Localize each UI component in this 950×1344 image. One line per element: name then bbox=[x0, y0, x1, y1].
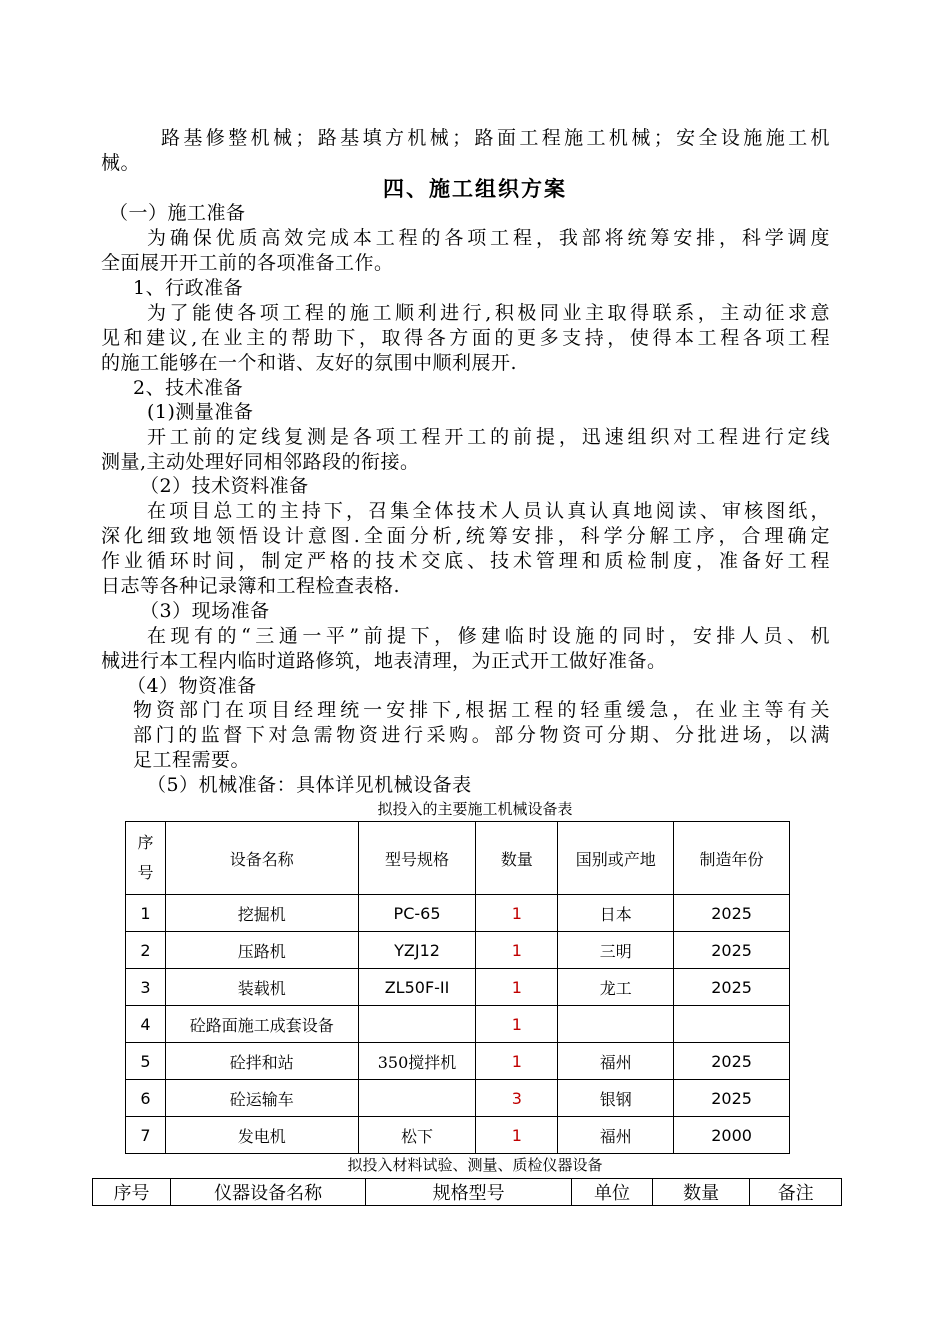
header-seq: 序号 bbox=[93, 1179, 171, 1206]
cell-year: 2025 bbox=[674, 1043, 790, 1080]
cell-name: 挖掘机 bbox=[165, 895, 358, 932]
cell-origin: 龙工 bbox=[558, 969, 674, 1006]
cell-seq: 3 bbox=[126, 969, 166, 1006]
tech-heading: 2、技术准备 bbox=[133, 377, 244, 399]
cell-seq: 5 bbox=[126, 1043, 166, 1080]
cell-year: 2000 bbox=[674, 1117, 790, 1154]
intro-line-2: 械。 bbox=[101, 152, 141, 174]
docs-heading: （2）技术资料准备 bbox=[140, 475, 309, 497]
header-name: 设备名称 bbox=[165, 822, 358, 895]
cell-year: 2025 bbox=[674, 969, 790, 1006]
material-paragraph-line: 部门的监督下对急需物资进行采购。部分物资可分期、分批进场，以满 bbox=[133, 724, 830, 746]
cell-name: 压路机 bbox=[165, 932, 358, 969]
cell-model bbox=[358, 1006, 476, 1043]
prep-heading: （一）施工准备 bbox=[109, 202, 246, 224]
prep-paragraph-line: 全面展开开工前的各项准备工作。 bbox=[101, 252, 394, 274]
cell-seq: 4 bbox=[126, 1006, 166, 1043]
cell-year: 2025 bbox=[674, 895, 790, 932]
table-row bbox=[126, 969, 790, 1006]
header-origin: 国别或产地 bbox=[558, 822, 674, 895]
section-title: 四、施工组织方案 bbox=[383, 176, 567, 201]
table-row bbox=[126, 1080, 790, 1117]
cell-name: 砼拌和站 bbox=[165, 1043, 358, 1080]
table-row bbox=[126, 1043, 790, 1080]
cell-qty: 1 bbox=[476, 1006, 558, 1043]
cell-origin: 福州 bbox=[558, 1043, 674, 1080]
cell-origin: 福州 bbox=[558, 1117, 674, 1154]
cell-seq: 7 bbox=[126, 1117, 166, 1154]
header-note: 备注 bbox=[750, 1179, 842, 1206]
cell-model bbox=[358, 1080, 476, 1117]
cell-origin: 三明 bbox=[558, 932, 674, 969]
docs-paragraph-line: 在项目总工的主持下，召集全体技术人员认真认真地阅读、审核图纸， bbox=[147, 500, 830, 522]
survey-heading: (1)测量准备 bbox=[147, 401, 254, 423]
header-qty: 数量 bbox=[652, 1179, 749, 1206]
machine-heading: （5）机械准备：具体详见机械设备表 bbox=[147, 774, 472, 796]
header-spec: 规格型号 bbox=[366, 1179, 572, 1206]
cell-model: 松下 bbox=[358, 1117, 476, 1154]
cell-name: 装载机 bbox=[165, 969, 358, 1006]
equipment-table bbox=[125, 821, 790, 1154]
header-qty: 数量 bbox=[476, 822, 558, 895]
cell-origin bbox=[558, 1006, 674, 1043]
cell-name: 砼运输车 bbox=[165, 1080, 358, 1117]
cell-year: 2025 bbox=[674, 1080, 790, 1117]
header-year: 制造年份 bbox=[674, 822, 790, 895]
header-seq bbox=[126, 822, 166, 895]
survey-paragraph-line: 测量,主动处理好同相邻路段的衔接。 bbox=[101, 451, 420, 473]
cell-qty: 3 bbox=[476, 1080, 558, 1117]
equipment-table-header-row bbox=[126, 822, 790, 895]
instrument-table-header-row bbox=[93, 1179, 842, 1206]
table-row bbox=[126, 1117, 790, 1154]
cell-model: PC-65 bbox=[358, 895, 476, 932]
material-paragraph-line: 足工程需要。 bbox=[133, 749, 251, 771]
cell-qty: 1 bbox=[476, 932, 558, 969]
cell-model: YZJ12 bbox=[358, 932, 476, 969]
cell-origin: 银钢 bbox=[558, 1080, 674, 1117]
cell-seq: 2 bbox=[126, 932, 166, 969]
cell-year: 2025 bbox=[674, 932, 790, 969]
header-model: 型号规格 bbox=[358, 822, 476, 895]
cell-qty: 1 bbox=[476, 895, 558, 932]
site-heading: （3）现场准备 bbox=[140, 600, 270, 622]
prep-paragraph-line: 为确保优质高效完成本工程的各项工程，我部将统筹安排，科学调度 bbox=[147, 227, 830, 249]
cell-qty: 1 bbox=[476, 1117, 558, 1154]
material-heading: （4）物资准备 bbox=[127, 675, 257, 697]
instrument-table bbox=[92, 1178, 842, 1206]
docs-paragraph-line: 深化细致地领悟设计意图.全面分析,统筹安排，科学分解工序，合理确定 bbox=[101, 525, 830, 547]
cell-origin: 日本 bbox=[558, 895, 674, 932]
site-paragraph-line: 在现有的“三通一平”前提下，修建临时设施的同时，安排人员、机 bbox=[147, 625, 830, 647]
cell-name: 砼路面施工成套设备 bbox=[165, 1006, 358, 1043]
equipment-table-caption: 拟投入的主要施工机械设备表 bbox=[377, 800, 573, 818]
cell-model: 350搅拌机 bbox=[358, 1043, 476, 1080]
cell-qty: 1 bbox=[476, 969, 558, 1006]
header-seq-top: 序 bbox=[137, 833, 154, 852]
admin-paragraph-line: 的施工能够在一个和谐、友好的氛围中顺利展开. bbox=[101, 352, 518, 374]
admin-heading: 1、行政准备 bbox=[133, 277, 244, 299]
cell-seq: 6 bbox=[126, 1080, 166, 1117]
cell-seq: 1 bbox=[126, 895, 166, 932]
admin-paragraph-line: 见和建议,在业主的帮助下，取得各方面的更多支持，使得本工程各项工程 bbox=[101, 327, 830, 349]
header-unit: 单位 bbox=[572, 1179, 653, 1206]
site-paragraph-line: 械进行本工程内临时道路修筑，地表清理，为正式开工做好准备。 bbox=[101, 650, 667, 672]
survey-paragraph-line: 开工前的定线复测是各项工程开工的前提，迅速组织对工程进行定线 bbox=[147, 426, 830, 448]
table-row bbox=[126, 895, 790, 932]
header-instrument-name: 仪器设备名称 bbox=[171, 1179, 366, 1206]
docs-paragraph-line: 日志等各种记录簿和工程检查表格. bbox=[101, 575, 401, 597]
table-row bbox=[126, 1006, 790, 1043]
table-row bbox=[126, 932, 790, 969]
cell-year bbox=[674, 1006, 790, 1043]
admin-paragraph-line: 为了能使各项工程的施工顺利进行,积极同业主取得联系，主动征求意 bbox=[147, 302, 830, 324]
material-paragraph-line: 物资部门在项目经理统一安排下,根据工程的轻重缓急，在业主等有关 bbox=[133, 699, 830, 721]
cell-qty: 1 bbox=[476, 1043, 558, 1080]
header-seq-bottom: 号 bbox=[137, 863, 154, 882]
intro-line-1: 路基修整机械；路基填方机械；路面工程施工机械；安全设施施工机 bbox=[161, 127, 830, 149]
instrument-table-caption: 拟投入材料试验、测量、质检仪器设备 bbox=[347, 1156, 603, 1174]
cell-model: ZL50F-II bbox=[358, 969, 476, 1006]
cell-name: 发电机 bbox=[165, 1117, 358, 1154]
docs-paragraph-line: 作业循环时间，制定严格的技术交底、技术管理和质检制度，准备好工程 bbox=[101, 550, 830, 572]
